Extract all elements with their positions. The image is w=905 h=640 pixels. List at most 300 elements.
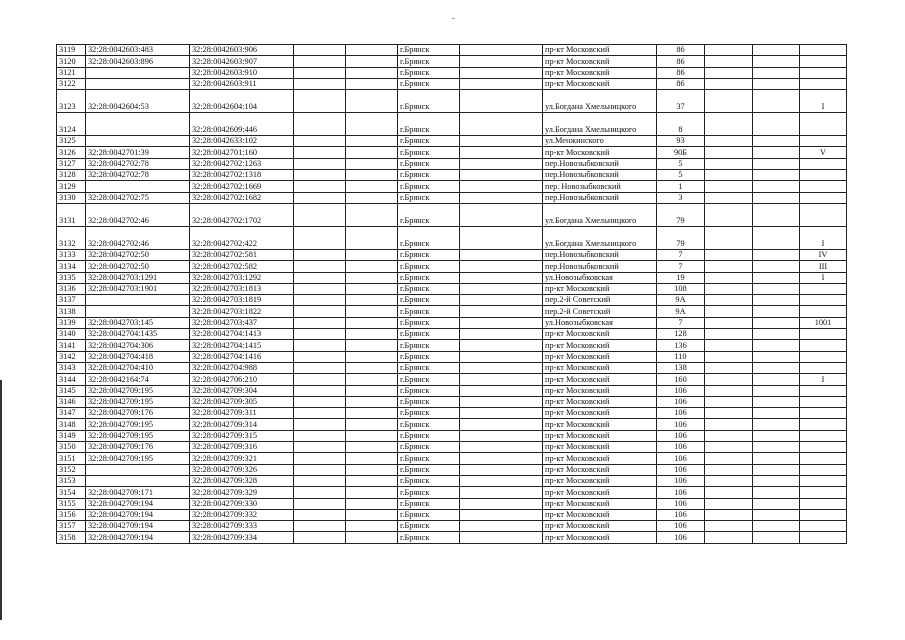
parent-cadastral-number-cell (86, 67, 190, 78)
building-number-cell: 106 (657, 442, 705, 453)
empty-cell (705, 203, 753, 226)
street-cell: пр-кт Московский (543, 487, 657, 498)
city-cell: г.Брянск (398, 329, 460, 340)
parent-cadastral-number-cell: 32:28:0042704:1435 (86, 329, 190, 340)
empty-cell (294, 464, 346, 475)
building-number-cell: 5 (657, 170, 705, 181)
empty-cell (294, 329, 346, 340)
row-number-cell: 3147 (57, 408, 86, 419)
empty-cell (460, 78, 543, 89)
parent-cadastral-number-cell: 32:28:0042704:418 (86, 351, 190, 362)
empty-cell (705, 532, 753, 543)
empty-cell (753, 67, 800, 78)
premises-mark-cell (800, 181, 847, 192)
empty-cell (460, 226, 543, 249)
premises-mark-cell (800, 170, 847, 181)
empty-cell (294, 170, 346, 181)
empty-cell (460, 249, 543, 260)
street-cell: пр-кт Московский (543, 45, 657, 56)
empty-cell (294, 306, 346, 317)
empty-cell (460, 192, 543, 203)
empty-cell (294, 147, 346, 158)
street-cell: пер.Новозыбковский (543, 192, 657, 203)
premises-mark-cell (800, 203, 847, 226)
empty-cell (705, 147, 753, 158)
empty-cell (753, 203, 800, 226)
empty-cell (753, 261, 800, 272)
empty-cell (294, 45, 346, 56)
building-number-cell: 106 (657, 396, 705, 407)
row-number-cell: 3120 (57, 56, 86, 67)
parent-cadastral-number-cell: 32:28:0042164:74 (86, 374, 190, 385)
street-cell: пр-кт Московский (543, 419, 657, 430)
city-cell: г.Брянск (398, 475, 460, 486)
premises-mark-cell (800, 419, 847, 430)
premises-mark-cell (800, 362, 847, 373)
city-cell: г.Брянск (398, 385, 460, 396)
register-table-body (57, 45, 847, 544)
table-row (57, 362, 847, 373)
table-row (57, 317, 847, 328)
property-register-table (56, 44, 847, 544)
empty-cell (346, 396, 398, 407)
city-cell: г.Брянск (398, 351, 460, 362)
table-row (57, 442, 847, 453)
empty-cell (346, 532, 398, 543)
row-number-cell: 3148 (57, 419, 86, 430)
empty-cell (753, 113, 800, 136)
empty-cell (294, 340, 346, 351)
city-cell: г.Брянск (398, 295, 460, 306)
empty-cell (346, 45, 398, 56)
cadastral-number-cell: 32:28:0042709:315 (190, 430, 294, 441)
premises-mark-cell: I (800, 226, 847, 249)
premises-mark-cell (800, 442, 847, 453)
empty-cell (294, 78, 346, 89)
building-number-cell: 106 (657, 453, 705, 464)
empty-cell (705, 362, 753, 373)
empty-cell (705, 521, 753, 532)
city-cell: г.Брянск (398, 136, 460, 147)
empty-cell (753, 283, 800, 294)
street-cell: ул.Новозыбковская (543, 272, 657, 283)
row-number-cell: 3130 (57, 192, 86, 203)
empty-cell (705, 306, 753, 317)
empty-cell (294, 408, 346, 419)
city-cell: г.Брянск (398, 430, 460, 441)
empty-cell (346, 475, 398, 486)
building-number-cell: 106 (657, 419, 705, 430)
city-cell: г.Брянск (398, 532, 460, 543)
empty-cell (346, 329, 398, 340)
table-row (57, 306, 847, 317)
empty-cell (705, 340, 753, 351)
cadastral-number-cell: 32:28:0042709:311 (190, 408, 294, 419)
empty-cell (294, 226, 346, 249)
cadastral-number-cell: 32:28:0042701:160 (190, 147, 294, 158)
empty-cell (705, 295, 753, 306)
table-row (57, 351, 847, 362)
empty-cell (346, 272, 398, 283)
premises-mark-cell (800, 78, 847, 89)
city-cell: г.Брянск (398, 170, 460, 181)
street-cell: пер.Новозыбковский (543, 158, 657, 169)
empty-cell (705, 181, 753, 192)
empty-cell (460, 509, 543, 520)
parent-cadastral-number-cell: 32:28:0042709:194 (86, 521, 190, 532)
row-number-cell: 3133 (57, 249, 86, 260)
empty-cell (705, 442, 753, 453)
building-number-cell: 7 (657, 249, 705, 260)
cadastral-number-cell: 32:28:0042709:330 (190, 498, 294, 509)
empty-cell (460, 453, 543, 464)
parent-cadastral-number-cell: 32:28:0042702:75 (86, 192, 190, 203)
cadastral-number-cell: 32:28:0042702:581 (190, 249, 294, 260)
cadastral-number-cell: 32:28:0042702:1669 (190, 181, 294, 192)
city-cell: г.Брянск (398, 113, 460, 136)
empty-cell (753, 521, 800, 532)
empty-cell (753, 170, 800, 181)
cadastral-number-cell: 32:28:0042709:333 (190, 521, 294, 532)
street-cell: пр-кт Московский (543, 78, 657, 89)
empty-cell (705, 90, 753, 113)
building-number-cell: 5 (657, 158, 705, 169)
table-row (57, 498, 847, 509)
premises-mark-cell: I (800, 272, 847, 283)
table-row (57, 192, 847, 203)
cadastral-number-cell: 32:28:0042709:314 (190, 419, 294, 430)
empty-cell (346, 306, 398, 317)
parent-cadastral-number-cell: 32:28:0042709:194 (86, 509, 190, 520)
row-number-cell: 3122 (57, 78, 86, 89)
city-cell: г.Брянск (398, 498, 460, 509)
premises-mark-cell (800, 509, 847, 520)
premises-mark-cell: III (800, 261, 847, 272)
empty-cell (705, 170, 753, 181)
cadastral-number-cell: 32:28:0042604:104 (190, 90, 294, 113)
table-row (57, 464, 847, 475)
premises-mark-cell (800, 430, 847, 441)
empty-cell (294, 419, 346, 430)
empty-cell (460, 498, 543, 509)
empty-cell (705, 226, 753, 249)
street-cell: пр-кт Московский (543, 521, 657, 532)
empty-cell (460, 521, 543, 532)
building-number-cell: 90Б (657, 147, 705, 158)
parent-cadastral-number-cell: 32:28:0042603:896 (86, 56, 190, 67)
empty-cell (460, 147, 543, 158)
premises-mark-cell (800, 158, 847, 169)
street-cell: пр-кт Московский (543, 442, 657, 453)
empty-cell (460, 532, 543, 543)
city-cell: г.Брянск (398, 147, 460, 158)
building-number-cell: 138 (657, 362, 705, 373)
cadastral-number-cell: 32:28:0042703:1819 (190, 295, 294, 306)
cadastral-number-cell: 32:28:0042709:326 (190, 464, 294, 475)
empty-cell (294, 521, 346, 532)
empty-cell (460, 487, 543, 498)
empty-cell (294, 498, 346, 509)
empty-cell (346, 56, 398, 67)
empty-cell (460, 340, 543, 351)
building-number-cell: 160 (657, 374, 705, 385)
empty-cell (346, 283, 398, 294)
empty-cell (705, 317, 753, 328)
empty-cell (346, 90, 398, 113)
city-cell: г.Брянск (398, 408, 460, 419)
premises-mark-cell (800, 56, 847, 67)
parent-cadastral-number-cell: 32:28:0042704:306 (86, 340, 190, 351)
empty-cell (294, 56, 346, 67)
building-number-cell: 106 (657, 487, 705, 498)
premises-mark-cell: 1001 (800, 317, 847, 328)
row-number-cell: 3135 (57, 272, 86, 283)
empty-cell (460, 203, 543, 226)
table-row (57, 272, 847, 283)
city-cell: г.Брянск (398, 56, 460, 67)
empty-cell (753, 419, 800, 430)
premises-mark-cell (800, 351, 847, 362)
empty-cell (460, 362, 543, 373)
row-number-cell: 3127 (57, 158, 86, 169)
empty-cell (753, 385, 800, 396)
table-row (57, 261, 847, 272)
premises-mark-cell (800, 136, 847, 147)
street-cell: пр-кт Московский (543, 396, 657, 407)
empty-cell (294, 295, 346, 306)
parent-cadastral-number-cell: 32:28:0042709:195 (86, 396, 190, 407)
row-number-cell: 3128 (57, 170, 86, 181)
empty-cell (705, 374, 753, 385)
empty-cell (346, 419, 398, 430)
table-row (57, 453, 847, 464)
empty-cell (346, 317, 398, 328)
city-cell: г.Брянск (398, 203, 460, 226)
building-number-cell: 106 (657, 509, 705, 520)
row-number-cell: 3137 (57, 295, 86, 306)
empty-cell (460, 113, 543, 136)
empty-cell (460, 67, 543, 78)
cadastral-number-cell: 32:28:0042603:911 (190, 78, 294, 89)
parent-cadastral-number-cell (86, 464, 190, 475)
row-number-cell: 3119 (57, 45, 86, 56)
cadastral-number-cell: 32:28:0042709:316 (190, 442, 294, 453)
building-number-cell: 110 (657, 351, 705, 362)
empty-cell (705, 283, 753, 294)
empty-cell (346, 385, 398, 396)
row-number-cell: 3124 (57, 113, 86, 136)
cadastral-number-cell: 32:28:0042709:304 (190, 385, 294, 396)
empty-cell (705, 249, 753, 260)
parent-cadastral-number-cell: 32:28:0042709:176 (86, 442, 190, 453)
table-row (57, 340, 847, 351)
empty-cell (753, 374, 800, 385)
empty-cell (705, 158, 753, 169)
premises-mark-cell (800, 408, 847, 419)
street-cell: пер.2-й Советский (543, 306, 657, 317)
empty-cell (460, 283, 543, 294)
empty-cell (294, 203, 346, 226)
parent-cadastral-number-cell: 32:28:0042702:78 (86, 158, 190, 169)
parent-cadastral-number-cell: 32:28:0042604:53 (86, 90, 190, 113)
building-number-cell: 86 (657, 67, 705, 78)
empty-cell (294, 192, 346, 203)
parent-cadastral-number-cell (86, 181, 190, 192)
table-row (57, 67, 847, 78)
premises-mark-cell (800, 306, 847, 317)
parent-cadastral-number-cell: 32:28:0042702:50 (86, 249, 190, 260)
row-number-cell: 3132 (57, 226, 86, 249)
empty-cell (460, 396, 543, 407)
empty-cell (294, 430, 346, 441)
parent-cadastral-number-cell: 32:28:0042709:194 (86, 532, 190, 543)
empty-cell (460, 442, 543, 453)
empty-cell (346, 362, 398, 373)
building-number-cell: 106 (657, 385, 705, 396)
row-number-cell: 3156 (57, 509, 86, 520)
empty-cell (294, 317, 346, 328)
street-cell: пер.Новозыбковский (543, 261, 657, 272)
empty-cell (753, 56, 800, 67)
parent-cadastral-number-cell: 32:28:0042709:176 (86, 408, 190, 419)
city-cell: г.Брянск (398, 464, 460, 475)
empty-cell (346, 521, 398, 532)
street-cell: пр-кт Московский (543, 56, 657, 67)
table-row (57, 113, 847, 136)
empty-cell (705, 56, 753, 67)
building-number-cell: 106 (657, 430, 705, 441)
building-number-cell: 93 (657, 136, 705, 147)
empty-cell (460, 464, 543, 475)
cadastral-number-cell: 32:28:0042703:1822 (190, 306, 294, 317)
empty-cell (753, 295, 800, 306)
cadastral-number-cell: 32:28:0042704:1413 (190, 329, 294, 340)
empty-cell (294, 136, 346, 147)
empty-cell (460, 170, 543, 181)
empty-cell (753, 181, 800, 192)
row-number-cell: 3121 (57, 67, 86, 78)
empty-cell (460, 56, 543, 67)
street-cell: пр-кт Московский (543, 362, 657, 373)
premises-mark-cell (800, 532, 847, 543)
empty-cell (753, 532, 800, 543)
empty-cell (294, 396, 346, 407)
row-number-cell: 3150 (57, 442, 86, 453)
row-number-cell: 3143 (57, 362, 86, 373)
empty-cell (705, 498, 753, 509)
empty-cell (346, 498, 398, 509)
city-cell: г.Брянск (398, 521, 460, 532)
empty-cell (460, 408, 543, 419)
empty-cell (460, 329, 543, 340)
table-row (57, 295, 847, 306)
empty-cell (753, 509, 800, 520)
premises-mark-cell (800, 113, 847, 136)
city-cell: г.Брянск (398, 261, 460, 272)
table-row (57, 521, 847, 532)
empty-cell (705, 67, 753, 78)
cadastral-number-cell: 32:28:0042702:422 (190, 226, 294, 249)
empty-cell (753, 329, 800, 340)
row-number-cell: 3146 (57, 396, 86, 407)
city-cell: г.Брянск (398, 453, 460, 464)
empty-cell (294, 158, 346, 169)
empty-cell (346, 351, 398, 362)
empty-cell (294, 532, 346, 543)
row-number-cell: 3129 (57, 181, 86, 192)
cadastral-number-cell: 32:28:0042704:1416 (190, 351, 294, 362)
street-cell: пер.Новозыбковский (543, 170, 657, 181)
parent-cadastral-number-cell (86, 113, 190, 136)
table-row (57, 408, 847, 419)
cadastral-number-cell: 32:28:0042702:1318 (190, 170, 294, 181)
city-cell: г.Брянск (398, 192, 460, 203)
empty-cell (705, 136, 753, 147)
empty-cell (346, 487, 398, 498)
row-number-cell: 3157 (57, 521, 86, 532)
parent-cadastral-number-cell: 32:28:0042702:78 (86, 170, 190, 181)
empty-cell (346, 453, 398, 464)
empty-cell (346, 249, 398, 260)
empty-cell (294, 487, 346, 498)
parent-cadastral-number-cell: 32:28:0042709:171 (86, 487, 190, 498)
empty-cell (294, 509, 346, 520)
table-row (57, 329, 847, 340)
parent-cadastral-number-cell: 32:28:0042709:195 (86, 430, 190, 441)
street-cell: ул.Менжинского (543, 136, 657, 147)
empty-cell (705, 475, 753, 486)
table-row (57, 283, 847, 294)
empty-cell (460, 385, 543, 396)
table-row (57, 487, 847, 498)
parent-cadastral-number-cell: 32:28:0042709:194 (86, 498, 190, 509)
city-cell: г.Брянск (398, 509, 460, 520)
empty-cell (753, 90, 800, 113)
cadastral-number-cell: 32:28:0042703:1813 (190, 283, 294, 294)
building-number-cell: 79 (657, 203, 705, 226)
building-number-cell: 79 (657, 226, 705, 249)
premises-mark-cell (800, 396, 847, 407)
parent-cadastral-number-cell: 32:28:0042702:46 (86, 226, 190, 249)
row-number-cell: 3153 (57, 475, 86, 486)
street-cell: пр-кт Московский (543, 283, 657, 294)
empty-cell (753, 226, 800, 249)
row-number-cell: 3142 (57, 351, 86, 362)
empty-cell (346, 170, 398, 181)
empty-cell (460, 261, 543, 272)
parent-cadastral-number-cell: 32:28:0042703:1291 (86, 272, 190, 283)
parent-cadastral-number-cell: 32:28:0042603:483 (86, 45, 190, 56)
city-cell: г.Брянск (398, 419, 460, 430)
street-cell: пр-кт Московский (543, 374, 657, 385)
empty-cell (753, 306, 800, 317)
street-cell: пер. Новозыбковский (543, 181, 657, 192)
premises-mark-cell: I (800, 374, 847, 385)
table-row (57, 396, 847, 407)
empty-cell (294, 475, 346, 486)
empty-cell (753, 136, 800, 147)
table-row (57, 78, 847, 89)
premises-mark-cell (800, 464, 847, 475)
empty-cell (705, 351, 753, 362)
empty-cell (346, 158, 398, 169)
premises-mark-cell (800, 283, 847, 294)
parent-cadastral-number-cell: 32:28:0042709:195 (86, 419, 190, 430)
empty-cell (294, 261, 346, 272)
street-cell: пр-кт Московский (543, 453, 657, 464)
city-cell: г.Брянск (398, 317, 460, 328)
cadastral-number-cell: 32:28:0042709:305 (190, 396, 294, 407)
